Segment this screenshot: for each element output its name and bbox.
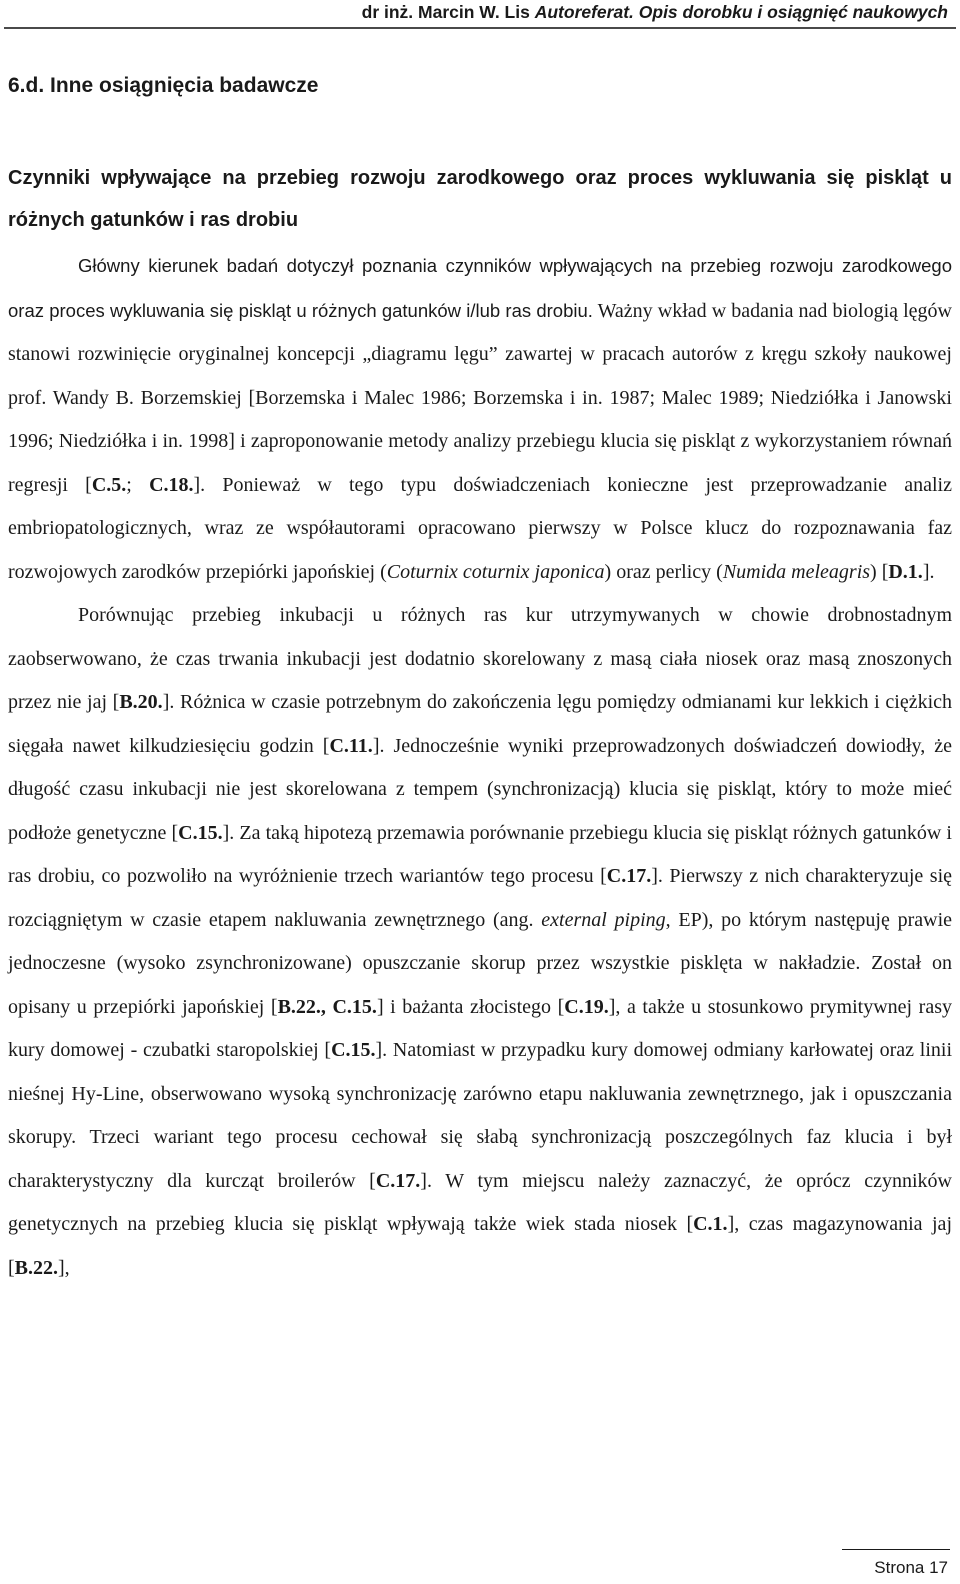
species-name: Coturnix coturnix japonica <box>386 560 605 583</box>
english-term: external piping <box>541 908 666 931</box>
text-run: ]. Natomiast w przypadku kury domowej odmiany karłowatej oraz linii nieśnej Hy-Line, obserwowano wysoką synchronizację zarówno etapu nakluwania zewnętrznego, jak i opuszczania skorupy. Trzeci wariant tego procesu cechował się słabą synchronizacją poszczególnych faz klucia i był charakterystyczny dla kurcząt broilerów [ <box>8 1039 952 1192</box>
text-run: ]. Pierwszy z nich charakteryzuje się rozciągniętym w czasie etapem nakluwania zewnętrznego (ang. <box>8 865 953 931</box>
text-run: , EP), po którym następuję prawie jednoczesne (wysoko zsynchronizowane) opuszczanie skorup przez wszystkie pisklęta w nakładzie. Został on opisany u przepiórki japońskiej [ <box>8 908 953 1018</box>
section-heading: 6.d. Inne osiągnięcia badawcze <box>8 74 319 97</box>
citation: C.11. <box>329 734 373 757</box>
citation: C.5. <box>91 473 127 496</box>
text-run: ]. Jednocześnie wyniki przeprowadzonych doświadczeń dowiodły, że długość czasu inkubacji nie jest skorelowana z tempem (synchronizacją) klucia się piskląt, który to może mieć podłoże genetyczne [ <box>8 734 952 844</box>
citation: C.17. <box>606 865 652 887</box>
citation: C.1. <box>693 1213 728 1235</box>
footer-rule <box>842 1549 950 1550</box>
text-run: ; <box>126 473 150 496</box>
text-run: ]. Za taką hipotezą przemawia porównanie przebiegu klucia się piskląt różnych gatunków i ras drobiu, co pozwoliło na wyróżnienie trzech wariantów tego procesu [ <box>8 821 952 887</box>
paragraph-1 <box>8 244 952 594</box>
citation: C.17. <box>375 1169 421 1192</box>
text-run: ]. <box>922 560 935 583</box>
citation: C.19. <box>564 995 609 1018</box>
text-run: ) [ <box>870 560 889 583</box>
citation: D.1. <box>888 560 923 583</box>
running-header <box>362 2 948 23</box>
text-run: ], <box>58 1256 70 1279</box>
paragraph-1-intro: Główny kierunek badań dotyczył poznania czynników wpływających na przebieg rozwoju zarodkowego oraz proces wykluwania się piskląt u różnych gatunków i/lub ras drobiu. <box>8 255 952 321</box>
text-run: ] i bażanta złocistego [ <box>376 995 565 1018</box>
text-run: ]. Różnica w czasie potrzebnym do zakończenia lęgu pomiędzy odmianami kur lekkich i ciężkich sięgała nawet kilkudziesięciu godzin [ <box>8 691 953 757</box>
text-run: ) oraz perlicy ( <box>604 560 723 583</box>
species-name: Numida meleagris <box>722 560 871 583</box>
header-document-title: Autoreferat. Opis dorobku i osiągnięć naukowych <box>534 2 948 22</box>
citation: C.15. <box>178 821 223 844</box>
text-run: ]. Ponieważ w tego typu doświadczeniach konieczne jest przeprowadzanie analiz embriopatologicznych, wraz ze współautorami opracowano pierwszy w Polsce klucz do rozpoznawania faz rozwojowych zarodków przepiórki japońskiej ( <box>8 473 952 583</box>
text-run: ], czas magazynowania jaj [ <box>8 1213 952 1279</box>
citation: C.18. <box>149 473 194 496</box>
citation: C.15. <box>331 1039 376 1061</box>
citation: B.22. <box>14 1256 59 1279</box>
text-run: Porównując przebieg inkubacji u różnych ras kur utrzymywanych w chowie drobnostadnym zaobserwowano, że czas trwania inkubacji jest dodatnio skorelowany z masą ciała niosek oraz masą znoszonych przez nie jaj [ <box>8 604 952 713</box>
citation: B.22., C.15. <box>277 995 377 1018</box>
header-rule <box>4 27 956 29</box>
page-number: Strona 17 <box>874 1558 948 1577</box>
text-run: ]. W tym miejscu należy zaznaczyć, że oprócz czynników genetycznych na przebieg klucia się piskląt wpływają także wiek stada niosek [ <box>8 1169 952 1235</box>
text-run: Ważny wkład w badania nad biologią lęgów stanowi rozwinięcie oryginalnej koncepcji „diagramu lęgu” zawartej w pracach autorów z kręgu szkoły naukowej prof. Wandy B. Borzemskiej [Borzemska i Malec 1986; Borzemska i in. 1987; Malec 1989; Niedziółka i Janowski 1996; Niedziółka i in. 1998] i zaproponowanie metody analizy przebiegu klucia się piskląt z wykorzystaniem równań regresji [ <box>8 299 952 496</box>
text-run: ], a także u stosunkowo prymitywnej rasy kury domowej - czubatki staropolskiej [ <box>8 995 952 1061</box>
topic-title: Czynniki wpływające na przebieg rozwoju zarodkowego oraz proces wykluwania się piskląt u różnych gatunków i ras drobiu <box>8 167 952 231</box>
citation: B.20. <box>119 691 163 713</box>
header-author: dr inż. Marcin W. Lis <box>361 2 530 22</box>
body-text <box>8 244 952 1290</box>
paragraph-2 <box>8 594 952 1290</box>
